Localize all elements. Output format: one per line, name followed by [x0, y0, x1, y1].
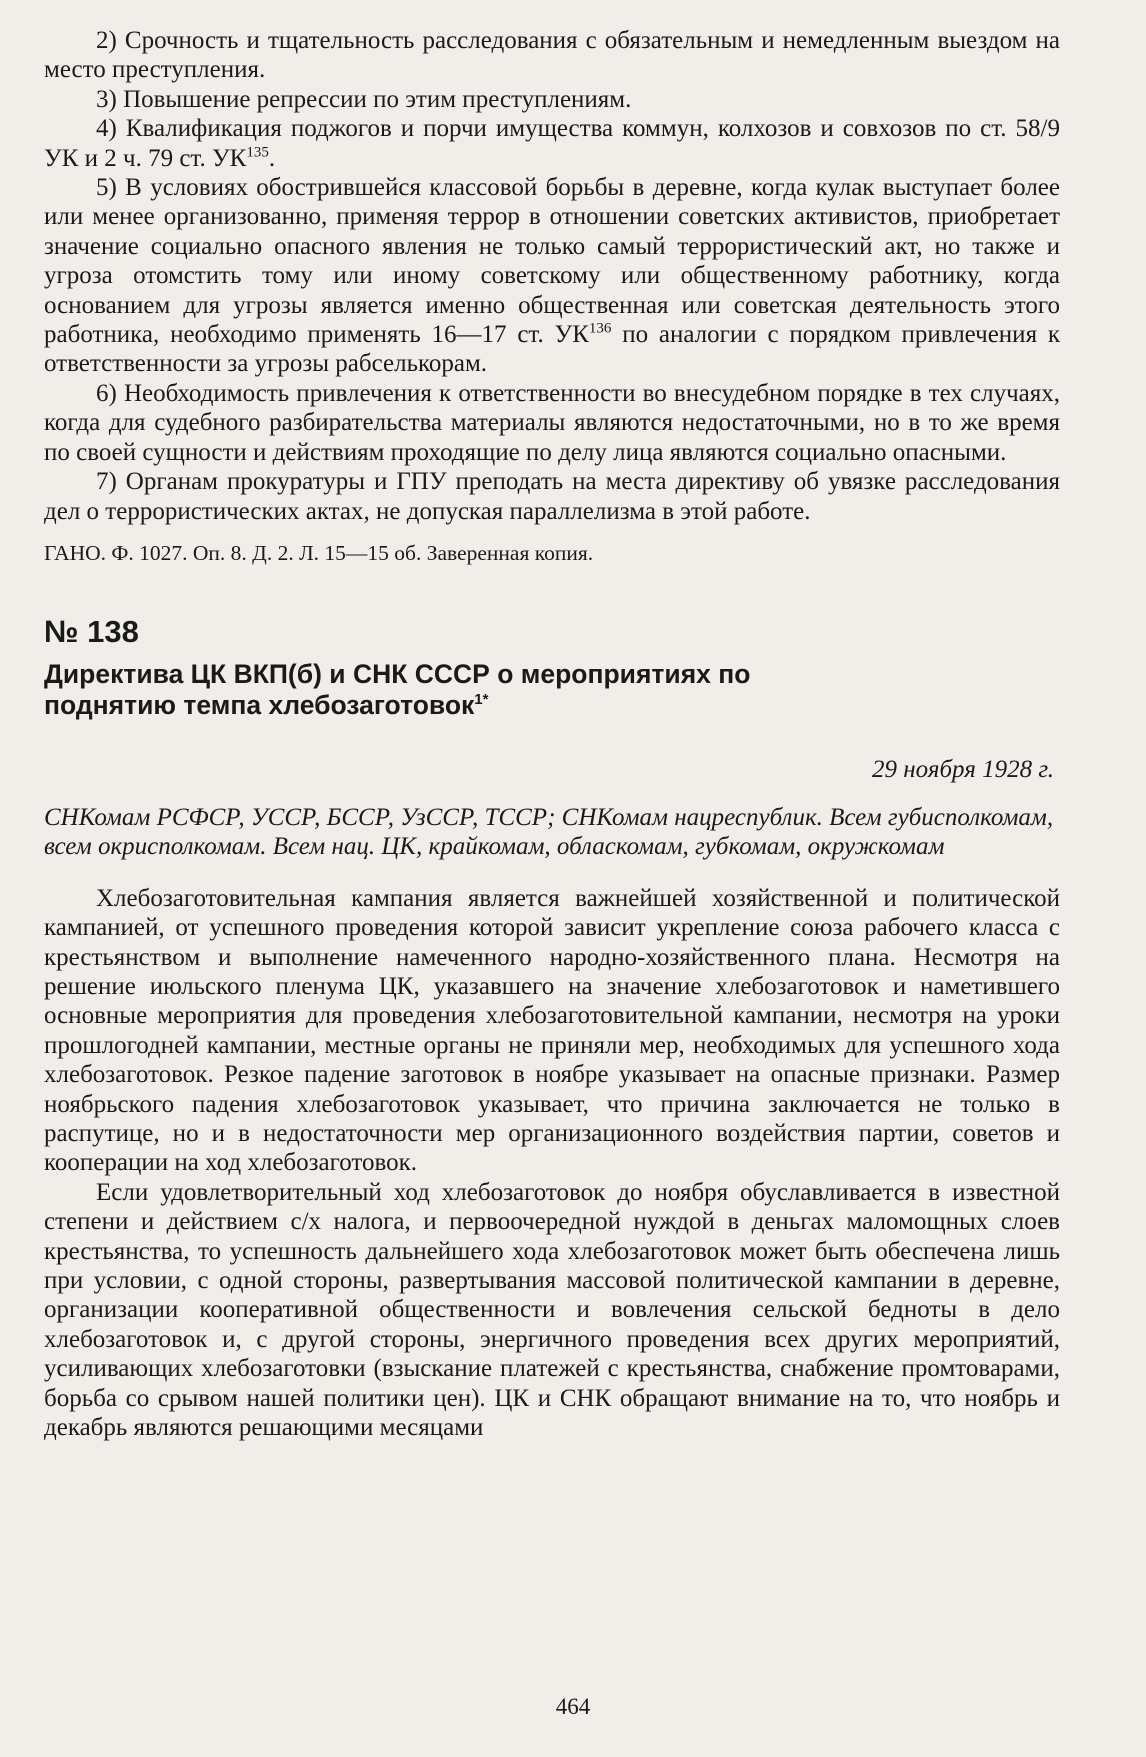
- footnote-ref-136: 136: [588, 320, 612, 337]
- item-4-end: .: [268, 144, 276, 172]
- page-number: 464: [555, 1694, 591, 1719]
- document-title-text: Директива ЦК ВКП(б) и СНК СССР о мероприятиях по поднятию темпа хлебозаготовок: [44, 658, 751, 720]
- item-3: 3) Повышение репрессии по этим преступлениям.: [96, 85, 632, 113]
- item-5-text: 5) В условиях обострившейся классовой борьбы в деревне, когда кулак выступает более или менее организованно, применяя террор в отношении советских активистов, приобретает значение социально опасного явления не только самый террористический акт, но также и угроза отомстить тому или иному советскому или общественному работнику, когда основанием для угрозы является именно общественная или советская деятельность этого работника, необходимо применять 16—17 ст. УК: [44, 174, 1060, 349]
- item-5-end: по аналогии с порядком привлечения к ответственности за угрозы рабселькорам.: [44, 321, 1061, 378]
- archive-source: ГАНО. Ф. 1027. Оп. 8. Д. 2. Л. 15—15 об. Заверенная копия.: [44, 540, 594, 565]
- item-4: [44, 114, 1060, 173]
- page-text: [44, 26, 1060, 1442]
- footnote-ref-135: 135: [246, 144, 269, 161]
- document-number: № 138: [44, 613, 139, 649]
- document-title: [44, 659, 864, 721]
- body-paragraph-2: Если удовлетворительный ход хлебозаготовок до ноября обуславливается в известной степени и действием с/х налога, и первоочередной нуждой в деньгах маломощных слоев крестьянства, то успешность дальнейшего хода хлебозаготовок может быть обеспечена лишь при условии, с одной стороны, развертывания массовой политической кампании в деревне, организации кооперативной общественности и вовлечения сельской бедноты в дело хлебозаготовок и, с другой стороны, энергичного проведения всех других мероприятий, усиливающих хлебозаготовки (взыскание платежей с крестьянства, снабжение промтоварами, борьба со срывом нашей политики цен). ЦК и СНК обращают внимание на то, что ноябрь и декабрь являются решающими месяцами: [44, 1178, 1060, 1442]
- item-7: 7) Органам прокуратуры и ГПУ преподать на места директиву об увязке расследования дел о террористических актах, не допуская параллелизма в этой работе.: [44, 468, 1060, 525]
- document-date: 29 ноября 1928 г.: [872, 755, 1054, 783]
- item-6: 6) Необходимость привлечения к ответственности во внесудебном порядке в тех случаях, когда для судебного разбирательства материалы являются недостаточными, но в то же время по своей сущности и действиям проходящие по делу лица являются социально опасными.: [44, 379, 1060, 466]
- item-5: [44, 173, 1060, 379]
- item-4-text: 4) Квалификация поджогов и порчи имущества коммун, колхозов и совхозов по ст. 58/9 УК и 2 ч. 79 ст. УК: [44, 115, 1060, 172]
- item-2: 2) Срочность и тщательность расследования с обязательным и немедленным выездом на место преступления.: [44, 27, 1060, 84]
- addressees: СНКомам РСФСР, УССР, БССР, УзССР, ТССР; СНКомам нацреспублик. Всем губисполкомам, всем окрисполкомам. Всем нац. ЦК, крайкомам, обласкомам, губкомам, окружкомам: [44, 803, 1054, 861]
- title-footnote-ref: 1*: [474, 691, 489, 709]
- body-paragraph-1: Хлебозаготовительная кампания является важнейшей хозяйственной и политической кампанией, от успешного проведения которой зависит укрепление союза рабочего класса с крестьянством и выполнение намеченного народно-хозяйственного плана. Несмотря на решение июльского пленума ЦК, указавшего на значение хлебозаготовок и наметившего основные мероприятия для проведения хлебозаготовительной кампании, несмотря на уроки прошлогодней кампании, местные органы не приняли мер, необходимых для успешного хода хлебозаготовок. Резкое падение заготовок в ноябре указывает на опасные признаки. Размер ноябрьского падения хлебозаготовок указывает, что причина заключается не только в распутице, но и в недостаточности мер организационного воздействия партии, советов и кооперации на ход хлебозаготовок.: [44, 884, 1060, 1177]
